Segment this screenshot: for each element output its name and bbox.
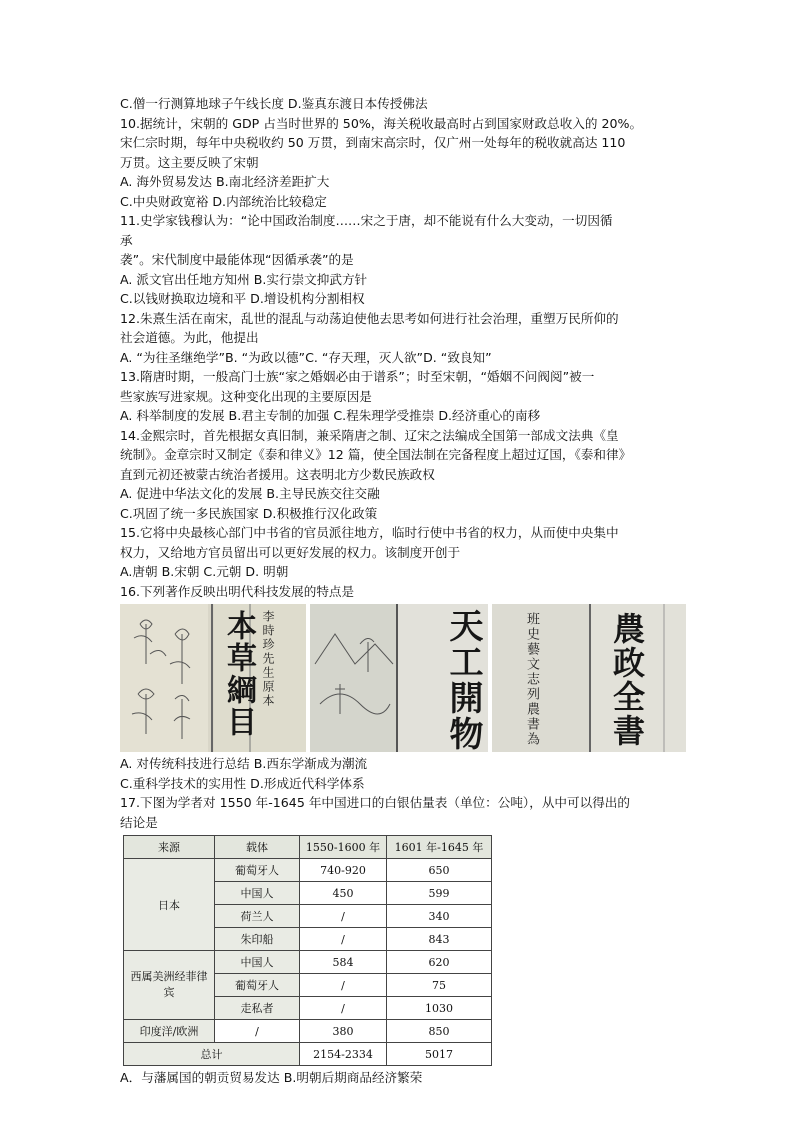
carrier-cell: / <box>215 1020 300 1043</box>
text-line: 17.下图为学者对 1550 年-1645 年中国进口的白银估量表（单位：公吨），从中可以得出的 <box>120 795 630 810</box>
text-line: 直到元初还被蒙古统治者援用。这表明北方少数民族政权 <box>120 466 435 482</box>
text-line: C.重科学技术的实用性 D.形成近代科学体系 <box>120 775 365 791</box>
source-japan: 日本 <box>124 859 215 951</box>
text-line: 13.隋唐时期，一般高门士族“家之婚姻必由于谱系”；时至宋朝，“婚姻不问阀阅”被一 <box>120 369 595 384</box>
text-line: 12.朱熹生活在南宋，乱世的混乱与动荡迫使他去思考如何进行社会治理，重塑万民所仰的 <box>120 310 619 326</box>
value-cell: 450 <box>300 882 387 905</box>
bencao-side-text: 李時珍先生原本 <box>261 610 275 708</box>
table-header-row <box>124 836 492 859</box>
value-cell: 620 <box>387 951 492 974</box>
tiangong-kaiwu-image <box>310 604 488 752</box>
value-cell: 75 <box>387 974 492 997</box>
value-cell: 740-920 <box>300 859 387 882</box>
text-line: 些家族写进家规。这种变化出现的主要原因是 <box>120 388 372 404</box>
text-line: C.巩固了统一多民族国家 D.积极推行汉化政策 <box>120 505 378 521</box>
text-line: 权力，又给地方官员留出可以更好发展的权力。该制度开创于 <box>120 544 461 560</box>
text-line: 14.金熙宗时，首先根据女真旧制，兼采隋唐之制、辽宋之法编成全国第一部成文法典《皇 <box>120 427 619 443</box>
text-line: 10.据统计，宋朝的 GDP 占当时世界的 50%，海关税收最高时占到国家财政总收入的 20%。 <box>120 115 643 131</box>
carrier-cell: 走私者 <box>215 997 300 1020</box>
value-cell: 599 <box>387 882 492 905</box>
nongzheng-quanshu-image <box>492 604 686 752</box>
question-text-bottom <box>120 1068 680 1088</box>
text-line: 宋仁宗时期，每年中央税收约 50 万贯，到南宋高宗时，仅广州一处每年的税收就高达 110 <box>120 135 626 150</box>
header-1601: 1601 年-1645 年 <box>387 836 492 859</box>
table-total-row <box>124 1043 492 1066</box>
question-text-top <box>120 94 680 601</box>
text-line: C.中央财政宽裕 D.内部统治比较稳定 <box>120 193 327 209</box>
text-line: A. “为往圣继绝学”B. “为政以德”C. “存天理，灭人欲”D. “致良知” <box>120 349 492 365</box>
header-source: 来源 <box>124 836 215 859</box>
value-cell: 380 <box>300 1020 387 1043</box>
value-cell: / <box>300 997 387 1020</box>
source-india: 印度洋/欧洲 <box>124 1020 215 1043</box>
text-line: C.以钱财换取边境和平 D.增设机构分割相权 <box>120 291 365 306</box>
carrier-cell: 葡萄牙人 <box>215 974 300 997</box>
text-line: 袭”。宋代制度中最能体现“因循承袭”的是 <box>120 252 354 267</box>
value-cell: / <box>300 974 387 997</box>
carrier-cell: 朱印船 <box>215 928 300 951</box>
value-cell: 843 <box>387 928 492 951</box>
bencao-gangmu-image <box>120 604 306 752</box>
table-row <box>124 1020 492 1043</box>
text-line: 11.史学家钱穆认为：“论中国政治制度……宋之于唐，却不能说有什么大变动，一切因循 <box>120 213 613 228</box>
text-line: A. 派文官出任地方知州 B.实行崇文抑武方针 <box>120 271 368 287</box>
value-cell: 650 <box>387 859 492 882</box>
nongzheng-side-text: 班史藝文志列農書為 <box>524 612 539 747</box>
value-cell: 340 <box>387 905 492 928</box>
header-carrier: 载体 <box>215 836 300 859</box>
text-line: 统制》。金章宗时又制定《泰和律义》12 篇，使全国法制在完备程度上超过辽国，《泰和律》 <box>120 447 632 462</box>
value-cell: / <box>300 905 387 928</box>
text-line: 15.它将中央最核心部门中书省的官员派往地方，临时行使中书省的权力，从而使中央集中 <box>120 525 619 540</box>
bencao-title: 本草綱目 <box>221 610 256 738</box>
nongzheng-title: 農政全書 <box>608 612 646 748</box>
table-row <box>124 951 492 974</box>
text-line: A．与藩属国的朝贡贸易发达 B.明朝后期商品经济繁荣 <box>120 1070 423 1085</box>
question-text-middle <box>120 754 680 832</box>
text-line: A. 科举制度的发展 B.君主专制的加强 C.程朱理学受推崇 D.经济重心的南移 <box>120 408 541 423</box>
silver-import-table <box>123 835 492 1066</box>
total-value: 5017 <box>387 1043 492 1066</box>
text-line: A. 促进中华法文化的发展 B.主导民族交往交融 <box>120 486 380 501</box>
carrier-cell: 荷兰人 <box>215 905 300 928</box>
text-line: 结论是 <box>120 814 158 830</box>
text-line: 万贯。这主要反映了宋朝 <box>120 154 259 170</box>
carrier-cell: 中国人 <box>215 882 300 905</box>
carrier-cell: 葡萄牙人 <box>215 859 300 882</box>
exam-page <box>120 94 680 1088</box>
total-label: 总计 <box>124 1043 300 1066</box>
table-row <box>124 859 492 882</box>
text-line: A. 海外贸易发达 B.南北经济差距扩大 <box>120 174 330 189</box>
carrier-cell: 中国人 <box>215 951 300 974</box>
book-figure <box>120 604 702 752</box>
value-cell: 1030 <box>387 997 492 1020</box>
tiangong-title: 天工開物 <box>443 608 483 752</box>
total-value: 2154-2334 <box>300 1043 387 1066</box>
value-cell: 850 <box>387 1020 492 1043</box>
text-line: 社会道德。为此，他提出 <box>120 330 259 345</box>
header-1550: 1550-1600 年 <box>300 836 387 859</box>
text-line: 承 <box>120 232 133 248</box>
text-line: A.唐朝 B.宋朝 C.元朝 D. 明朝 <box>120 564 289 579</box>
source-americas: 西属美洲经菲律宾 <box>124 951 215 1020</box>
value-cell: / <box>300 928 387 951</box>
text-line: C.僧一行测算地球子午线长度 D.鉴真东渡日本传授佛法 <box>120 96 428 111</box>
text-line: 16.下列著作反映出明代科技发展的特点是 <box>120 583 355 599</box>
value-cell: 584 <box>300 951 387 974</box>
text-line: A. 对传统科技进行总结 B.西东学渐成为潮流 <box>120 756 368 771</box>
